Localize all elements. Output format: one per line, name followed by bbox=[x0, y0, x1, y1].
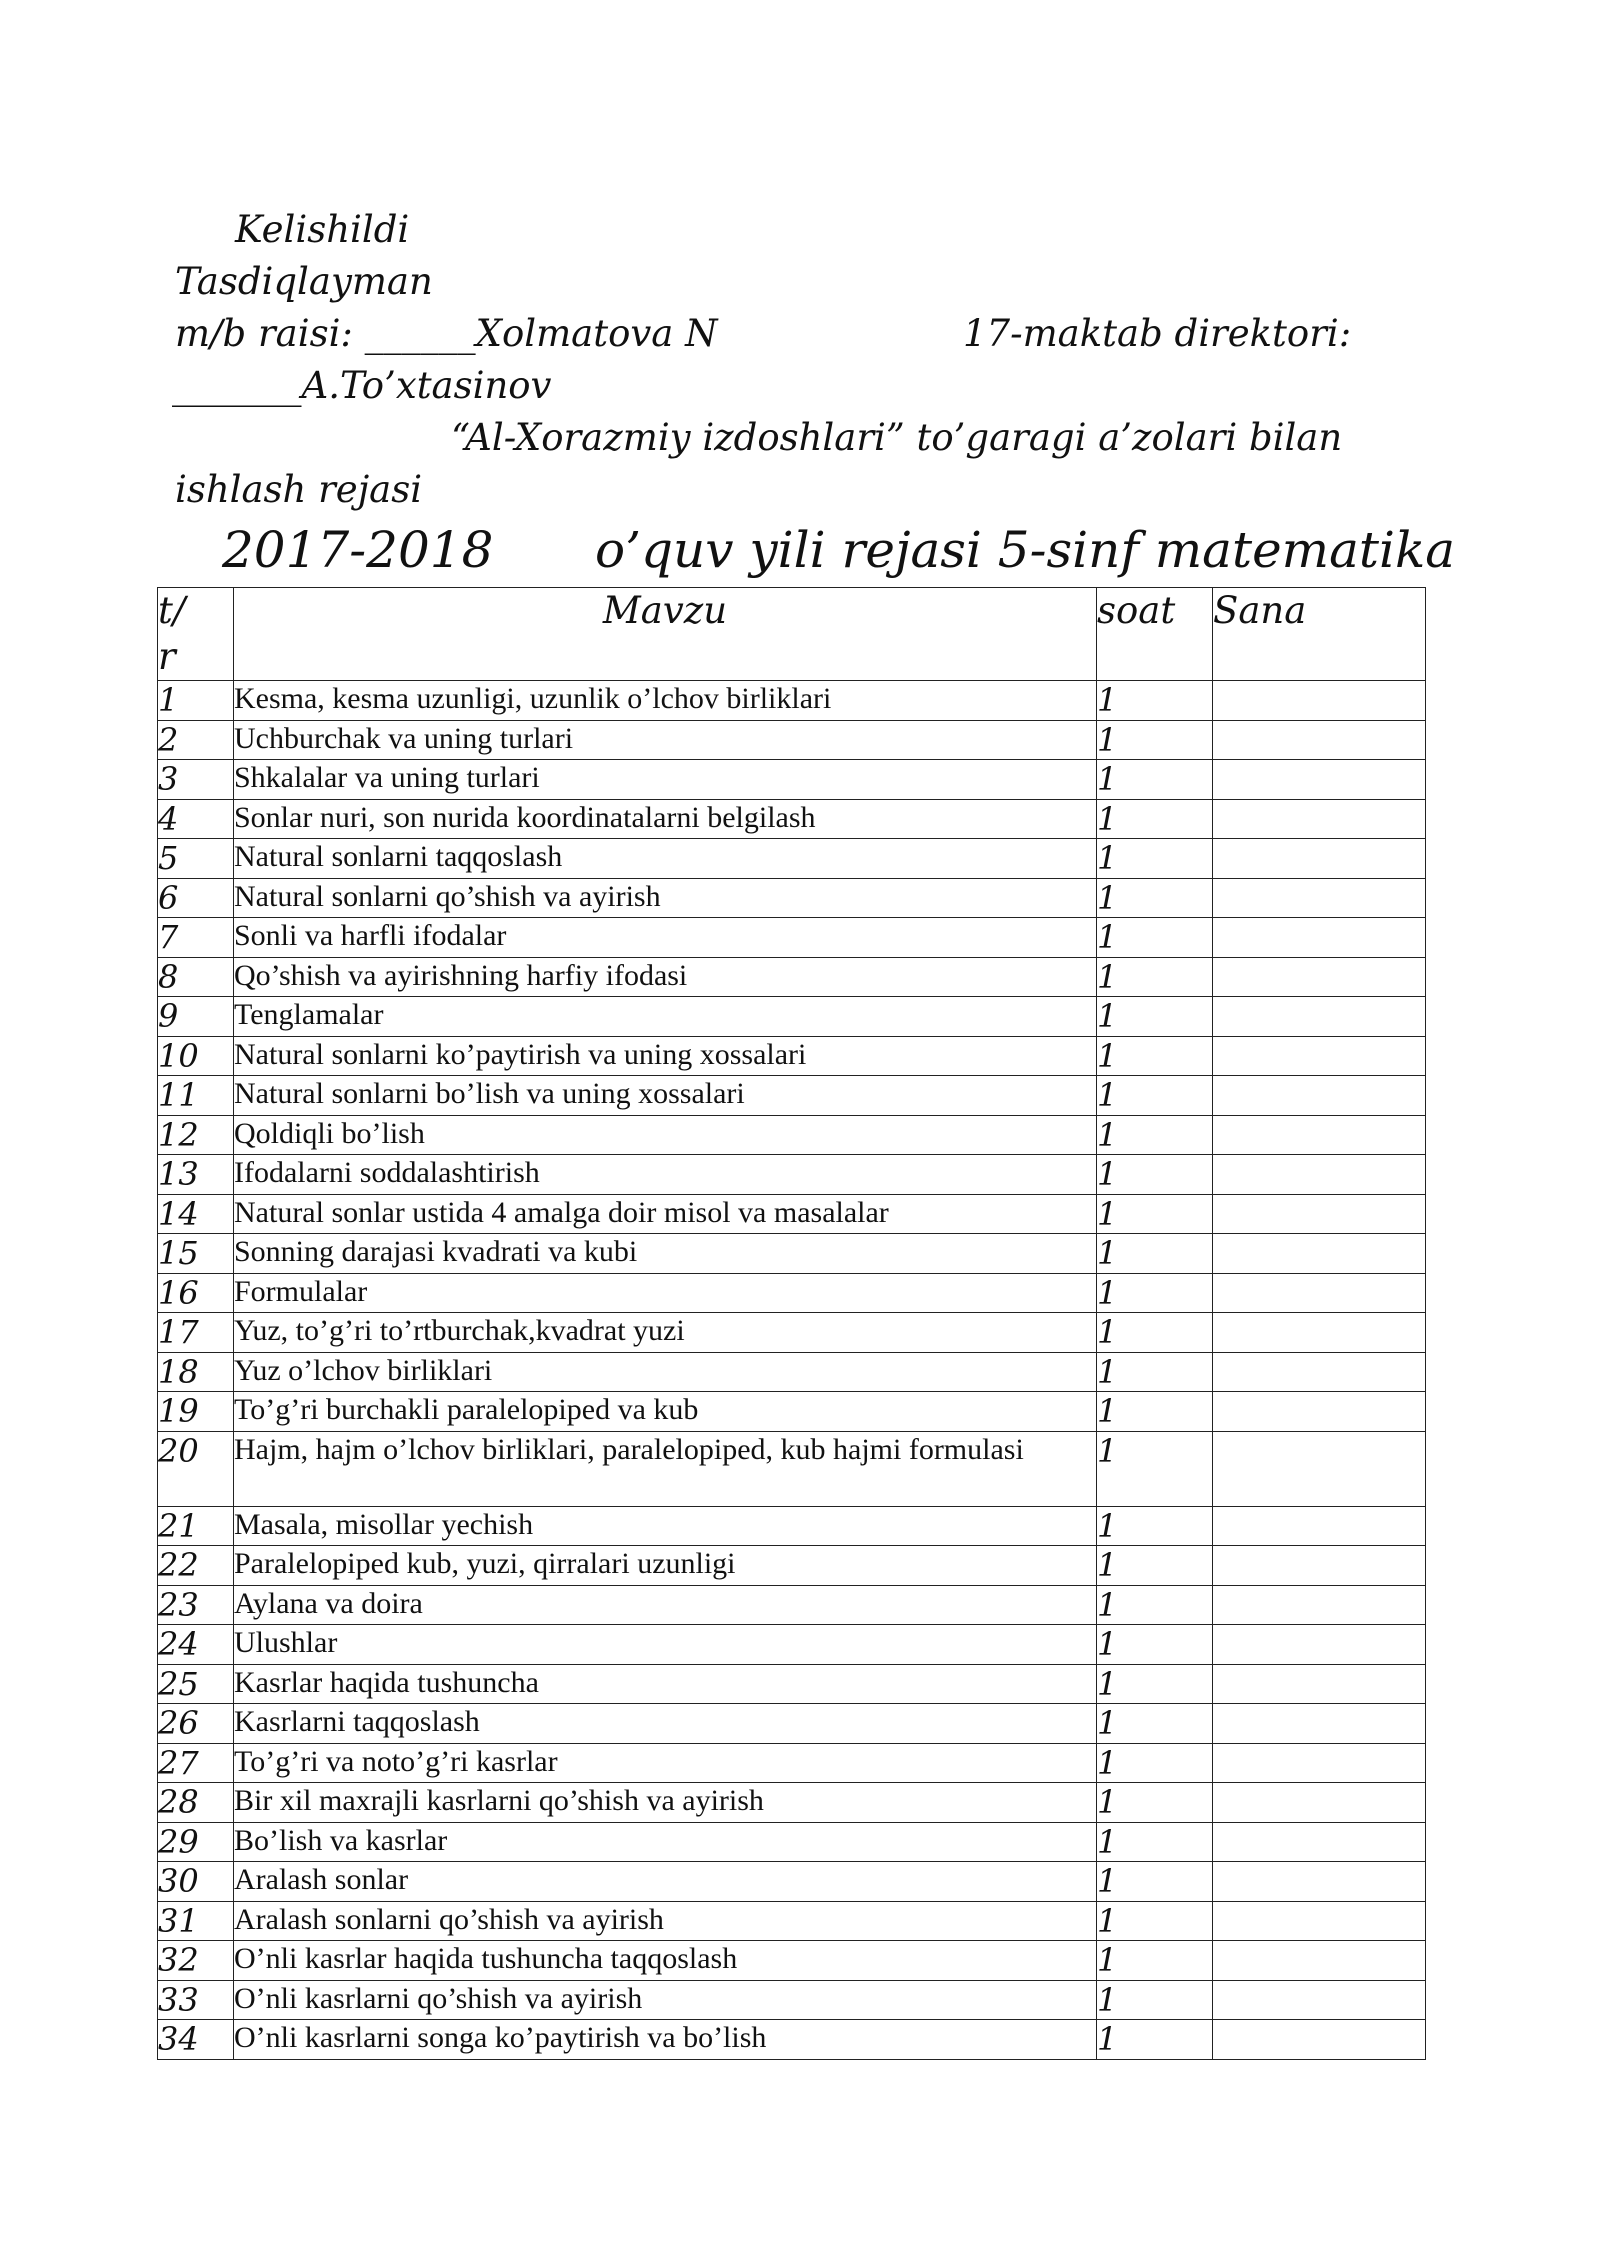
academic-year: 2017-2018 bbox=[222, 521, 494, 579]
row-topic: Shkalalar va uning turlari bbox=[234, 760, 1097, 800]
row-hours: 1 bbox=[1097, 1392, 1213, 1432]
row-number: 23 bbox=[158, 1585, 234, 1625]
table-row bbox=[158, 1546, 1426, 1586]
row-hours: 1 bbox=[1097, 1115, 1213, 1155]
row-date bbox=[1213, 1234, 1426, 1274]
table-row bbox=[158, 1822, 1426, 1862]
agreed-label: Kelishildi bbox=[235, 208, 410, 251]
row-date bbox=[1213, 1036, 1426, 1076]
row-date bbox=[1213, 1585, 1426, 1625]
row-number: 10 bbox=[158, 1036, 234, 1076]
table-row bbox=[158, 997, 1426, 1037]
row-topic: Sonning darajasi kvadrati va kubi bbox=[234, 1234, 1097, 1274]
row-hours: 1 bbox=[1097, 1431, 1213, 1506]
mb-chair-line: m/b raisi: ______Xolmatova N bbox=[175, 312, 718, 355]
row-hours: 1 bbox=[1097, 1822, 1213, 1862]
row-hours: 1 bbox=[1097, 839, 1213, 879]
row-hours: 1 bbox=[1097, 799, 1213, 839]
row-date bbox=[1213, 957, 1426, 997]
table-row bbox=[158, 1431, 1426, 1506]
row-topic: Uchburchak va uning turlari bbox=[234, 720, 1097, 760]
table-row bbox=[158, 1664, 1426, 1704]
table-row bbox=[158, 957, 1426, 997]
row-number: 2 bbox=[158, 720, 234, 760]
row-number: 31 bbox=[158, 1901, 234, 1941]
row-topic: Natural sonlarni bo’lish va uning xossalari bbox=[234, 1076, 1097, 1116]
row-number: 4 bbox=[158, 799, 234, 839]
row-topic: Natural sonlar ustida 4 amalga doir misol va masalalar bbox=[234, 1194, 1097, 1234]
row-number: 7 bbox=[158, 918, 234, 958]
row-date bbox=[1213, 1901, 1426, 1941]
row-topic: Ulushlar bbox=[234, 1625, 1097, 1665]
table-row bbox=[158, 1783, 1426, 1823]
table-row bbox=[158, 878, 1426, 918]
col-header-hours: soat bbox=[1097, 588, 1213, 681]
row-number: 19 bbox=[158, 1392, 234, 1432]
row-date bbox=[1213, 1392, 1426, 1432]
row-topic: Sonli va harfli ifodalar bbox=[234, 918, 1097, 958]
row-hours: 1 bbox=[1097, 2020, 1213, 2060]
row-number: 28 bbox=[158, 1783, 234, 1823]
row-number: 1 bbox=[158, 681, 234, 721]
table-row bbox=[158, 1076, 1426, 1116]
row-topic: Qo’shish va ayirishning harfiy ifodasi bbox=[234, 957, 1097, 997]
director-name: _______A.To’xtasinov bbox=[172, 364, 552, 407]
row-topic: Kasrlar haqida tushuncha bbox=[234, 1664, 1097, 1704]
row-topic: Sonlar nuri, son nurida koordinatalarni belgilash bbox=[234, 799, 1097, 839]
table-row bbox=[158, 1155, 1426, 1195]
row-number: 12 bbox=[158, 1115, 234, 1155]
row-topic: Qoldiqli bo’lish bbox=[234, 1115, 1097, 1155]
row-hours: 1 bbox=[1097, 1313, 1213, 1353]
club-title-line-2: ishlash rejasi bbox=[175, 468, 423, 511]
col-header-number-line1: t/ bbox=[158, 589, 186, 632]
row-date bbox=[1213, 1352, 1426, 1392]
row-hours: 1 bbox=[1097, 997, 1213, 1037]
row-date bbox=[1213, 1822, 1426, 1862]
col-header-number bbox=[158, 588, 234, 681]
row-hours: 1 bbox=[1097, 1625, 1213, 1665]
row-date bbox=[1213, 1625, 1426, 1665]
row-number: 6 bbox=[158, 878, 234, 918]
row-number: 8 bbox=[158, 957, 234, 997]
row-topic: Yuz o’lchov birliklari bbox=[234, 1352, 1097, 1392]
row-topic: Yuz, to’g’ri to’rtburchak,kvadrat yuzi bbox=[234, 1313, 1097, 1353]
table-row bbox=[158, 1352, 1426, 1392]
row-number: 5 bbox=[158, 839, 234, 879]
row-hours: 1 bbox=[1097, 760, 1213, 800]
row-number: 21 bbox=[158, 1506, 234, 1546]
row-hours: 1 bbox=[1097, 1546, 1213, 1586]
row-topic: Kesma, kesma uzunligi, uzunlik o’lchov birliklari bbox=[234, 681, 1097, 721]
row-date bbox=[1213, 1546, 1426, 1586]
table-row bbox=[158, 760, 1426, 800]
row-topic: Tenglamalar bbox=[234, 997, 1097, 1037]
row-number: 14 bbox=[158, 1194, 234, 1234]
table-row bbox=[158, 1743, 1426, 1783]
row-hours: 1 bbox=[1097, 1664, 1213, 1704]
row-hours: 1 bbox=[1097, 1036, 1213, 1076]
table-row bbox=[158, 1862, 1426, 1902]
row-topic: Ifodalarni soddalashtirish bbox=[234, 1155, 1097, 1195]
row-hours: 1 bbox=[1097, 1352, 1213, 1392]
row-hours: 1 bbox=[1097, 1941, 1213, 1981]
col-header-number-line2: r bbox=[158, 635, 176, 678]
table-row bbox=[158, 1980, 1426, 2020]
row-topic: Natural sonlarni taqqoslash bbox=[234, 839, 1097, 879]
row-hours: 1 bbox=[1097, 1273, 1213, 1313]
table-row bbox=[158, 720, 1426, 760]
row-date bbox=[1213, 681, 1426, 721]
row-number: 29 bbox=[158, 1822, 234, 1862]
row-number: 18 bbox=[158, 1352, 234, 1392]
row-number: 3 bbox=[158, 760, 234, 800]
row-date bbox=[1213, 1431, 1426, 1506]
table-row bbox=[158, 1506, 1426, 1546]
row-hours: 1 bbox=[1097, 1076, 1213, 1116]
row-hours: 1 bbox=[1097, 1155, 1213, 1195]
row-hours: 1 bbox=[1097, 681, 1213, 721]
table-row bbox=[158, 1625, 1426, 1665]
row-hours: 1 bbox=[1097, 1901, 1213, 1941]
table-row bbox=[158, 1901, 1426, 1941]
row-number: 15 bbox=[158, 1234, 234, 1274]
row-topic: Aralash sonlarni qo’shish va ayirish bbox=[234, 1901, 1097, 1941]
table-row bbox=[158, 918, 1426, 958]
row-topic: Formulalar bbox=[234, 1273, 1097, 1313]
row-number: 20 bbox=[158, 1431, 234, 1506]
row-date bbox=[1213, 878, 1426, 918]
row-hours: 1 bbox=[1097, 720, 1213, 760]
col-header-date: Sana bbox=[1213, 588, 1426, 681]
table-row bbox=[158, 1036, 1426, 1076]
row-hours: 1 bbox=[1097, 1704, 1213, 1744]
row-hours: 1 bbox=[1097, 1585, 1213, 1625]
row-topic: O’nli kasrlar haqida tushuncha taqqoslash bbox=[234, 1941, 1097, 1981]
row-number: 24 bbox=[158, 1625, 234, 1665]
row-topic: O’nli kasrlarni qo’shish va ayirish bbox=[234, 1980, 1097, 2020]
col-header-topic: Mavzu bbox=[234, 588, 1097, 681]
plan-title: o’quv yili rejasi 5-sinf matematika bbox=[595, 521, 1456, 579]
row-hours: 1 bbox=[1097, 878, 1213, 918]
row-topic: Natural sonlarni qo’shish va ayirish bbox=[234, 878, 1097, 918]
row-topic: Bir xil maxrajli kasrlarni qo’shish va ayirish bbox=[234, 1783, 1097, 1823]
row-number: 32 bbox=[158, 1941, 234, 1981]
table-row bbox=[158, 1234, 1426, 1274]
table-row bbox=[158, 681, 1426, 721]
table-row bbox=[158, 799, 1426, 839]
row-date bbox=[1213, 1704, 1426, 1744]
row-topic: Kasrlarni taqqoslash bbox=[234, 1704, 1097, 1744]
row-date bbox=[1213, 1743, 1426, 1783]
row-hours: 1 bbox=[1097, 918, 1213, 958]
table-row bbox=[158, 1273, 1426, 1313]
row-date bbox=[1213, 1155, 1426, 1195]
table-row bbox=[158, 1313, 1426, 1353]
row-date bbox=[1213, 997, 1426, 1037]
table-row bbox=[158, 1194, 1426, 1234]
row-hours: 1 bbox=[1097, 1234, 1213, 1274]
row-topic: Paralelopiped kub, yuzi, qirralari uzunligi bbox=[234, 1546, 1097, 1586]
row-date bbox=[1213, 1076, 1426, 1116]
row-date bbox=[1213, 1941, 1426, 1981]
table-row bbox=[158, 1115, 1426, 1155]
row-number: 22 bbox=[158, 1546, 234, 1586]
row-number: 30 bbox=[158, 1862, 234, 1902]
row-hours: 1 bbox=[1097, 1980, 1213, 2020]
row-date bbox=[1213, 1783, 1426, 1823]
row-date bbox=[1213, 2020, 1426, 2060]
row-date bbox=[1213, 760, 1426, 800]
table-row bbox=[158, 1392, 1426, 1432]
table-row bbox=[158, 839, 1426, 879]
row-date bbox=[1213, 799, 1426, 839]
row-date bbox=[1213, 839, 1426, 879]
row-number: 25 bbox=[158, 1664, 234, 1704]
row-hours: 1 bbox=[1097, 1743, 1213, 1783]
row-number: 16 bbox=[158, 1273, 234, 1313]
row-date bbox=[1213, 720, 1426, 760]
topics-table bbox=[157, 587, 1426, 2060]
table-row bbox=[158, 1704, 1426, 1744]
row-topic: O’nli kasrlarni songa ko’paytirish va bo’lish bbox=[234, 2020, 1097, 2060]
row-hours: 1 bbox=[1097, 1506, 1213, 1546]
table-header-row bbox=[158, 588, 1426, 681]
table-row bbox=[158, 1941, 1426, 1981]
row-number: 34 bbox=[158, 2020, 234, 2060]
row-date bbox=[1213, 1273, 1426, 1313]
row-hours: 1 bbox=[1097, 957, 1213, 997]
row-hours: 1 bbox=[1097, 1783, 1213, 1823]
row-date bbox=[1213, 918, 1426, 958]
row-date bbox=[1213, 1115, 1426, 1155]
row-number: 9 bbox=[158, 997, 234, 1037]
table-row bbox=[158, 1585, 1426, 1625]
row-number: 27 bbox=[158, 1743, 234, 1783]
row-number: 26 bbox=[158, 1704, 234, 1744]
row-topic: To’g’ri burchakli paralelopiped va kub bbox=[234, 1392, 1097, 1432]
row-topic: Aralash sonlar bbox=[234, 1862, 1097, 1902]
row-topic: Bo’lish va kasrlar bbox=[234, 1822, 1097, 1862]
club-title-line-1: “Al-Xorazmiy izdoshlari” to’garagi a’zolari bilan bbox=[451, 416, 1343, 459]
table-row bbox=[158, 2020, 1426, 2060]
row-number: 11 bbox=[158, 1076, 234, 1116]
row-date bbox=[1213, 1664, 1426, 1704]
row-date bbox=[1213, 1506, 1426, 1546]
row-number: 17 bbox=[158, 1313, 234, 1353]
row-hours: 1 bbox=[1097, 1862, 1213, 1902]
row-date bbox=[1213, 1313, 1426, 1353]
row-topic: Masala, misollar yechish bbox=[234, 1506, 1097, 1546]
row-date bbox=[1213, 1194, 1426, 1234]
row-date bbox=[1213, 1980, 1426, 2020]
row-number: 33 bbox=[158, 1980, 234, 2020]
row-number: 13 bbox=[158, 1155, 234, 1195]
row-topic: Hajm, hajm o’lchov birliklari, paralelopiped, kub hajmi formulasi bbox=[234, 1431, 1097, 1506]
director-label: 17-maktab direktori: bbox=[963, 312, 1352, 355]
row-hours: 1 bbox=[1097, 1194, 1213, 1234]
row-topic: To’g’ri va noto’g’ri kasrlar bbox=[234, 1743, 1097, 1783]
row-topic: Aylana va doira bbox=[234, 1585, 1097, 1625]
table-body bbox=[158, 681, 1426, 2060]
row-topic: Natural sonlarni ko’paytirish va uning xossalari bbox=[234, 1036, 1097, 1076]
approve-label: Tasdiqlayman bbox=[175, 260, 433, 303]
row-date bbox=[1213, 1862, 1426, 1902]
